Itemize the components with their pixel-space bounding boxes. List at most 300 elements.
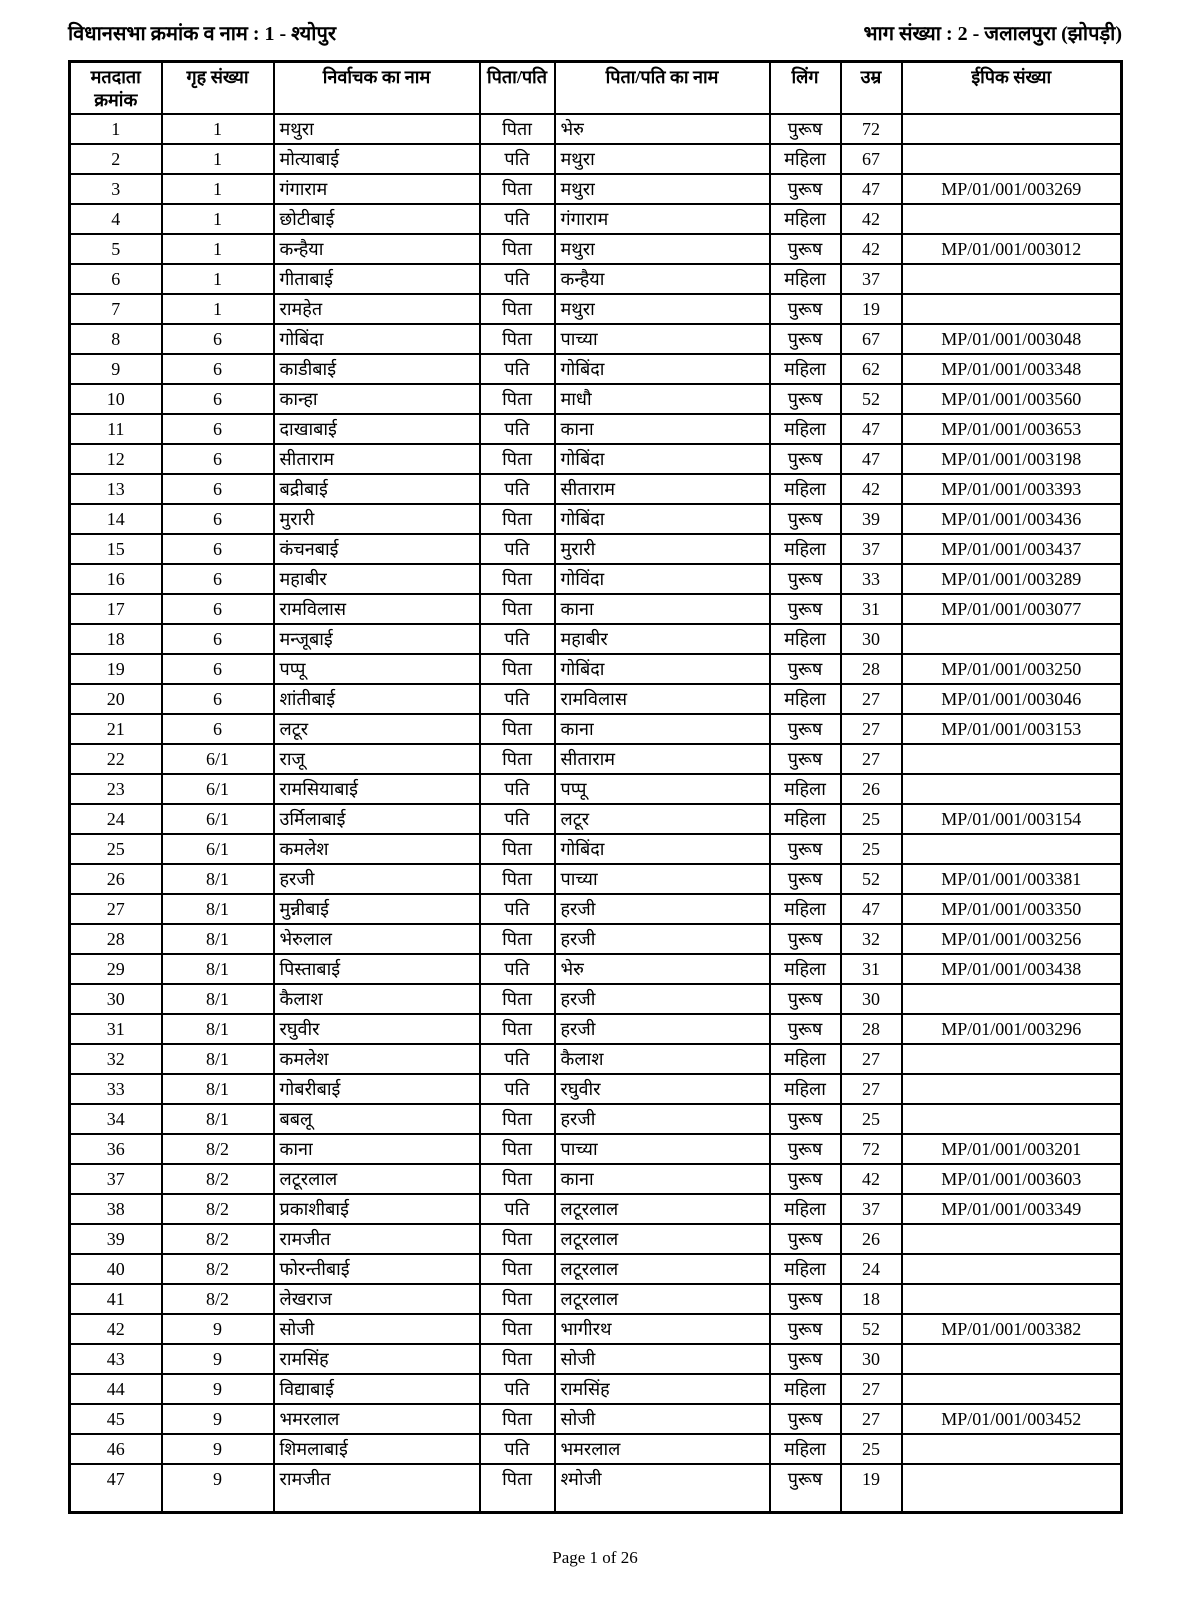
table-row [70,414,1122,444]
cell-house-number: 6 [162,444,274,474]
cell-age: 18 [841,1284,902,1314]
cell-serial-number: 9 [70,354,162,384]
cell-serial-number: 13 [70,474,162,504]
cell-age: 25 [841,834,902,864]
cell-elector-name: काडीबाई [274,354,480,384]
cell-epic-number: MP/01/001/003438 [902,954,1122,984]
cell-epic-number: MP/01/001/003198 [902,444,1122,474]
cell-relative-name: कैलाश [555,1044,770,1074]
cell-serial-number: 3 [70,174,162,204]
cell-relative-name: हरजी [555,1014,770,1044]
cell-age: 67 [841,324,902,354]
cell-age: 52 [841,864,902,894]
cell-elector-name: रामसिंह [274,1344,480,1374]
table-row [70,384,1122,414]
cell-epic-number [902,1464,1122,1513]
cell-gender: महिला [770,144,841,174]
col-header-elector-name: निर्वाचक का नाम [274,62,480,114]
cell-epic-number: MP/01/001/003269 [902,174,1122,204]
cell-gender: महिला [770,1194,841,1224]
cell-house-number: 8/2 [162,1284,274,1314]
cell-relative-name: मथुरा [555,144,770,174]
cell-age: 47 [841,444,902,474]
cell-gender: पुरूष [770,1164,841,1194]
cell-age: 28 [841,1014,902,1044]
cell-house-number: 8/2 [162,1254,274,1284]
cell-age: 72 [841,114,902,144]
cell-serial-number: 12 [70,444,162,474]
cell-epic-number: MP/01/001/003348 [902,354,1122,384]
cell-elector-name: बद्रीबाई [274,474,480,504]
cell-elector-name: रामसियाबाई [274,774,480,804]
cell-elector-name: कान्हा [274,384,480,414]
cell-house-number: 8/1 [162,894,274,924]
table-row [70,594,1122,624]
cell-age: 27 [841,684,902,714]
cell-relative-name: मथुरा [555,294,770,324]
table-row [70,204,1122,234]
cell-serial-number: 42 [70,1314,162,1344]
cell-house-number: 1 [162,174,274,204]
cell-epic-number [902,624,1122,654]
cell-relative-name: भागीरथ [555,1314,770,1344]
cell-elector-name: रामविलास [274,594,480,624]
table-row [70,624,1122,654]
cell-relative-name: लटूर [555,804,770,834]
cell-relation-type: पिता [480,594,555,624]
cell-elector-name: शिमलाबाई [274,1434,480,1464]
cell-elector-name: रामजीत [274,1224,480,1254]
cell-serial-number: 40 [70,1254,162,1284]
cell-age: 31 [841,954,902,984]
table-row [70,1014,1122,1044]
cell-relation-type: पति [480,204,555,234]
cell-relation-type: पिता [480,114,555,144]
table-row [70,1134,1122,1164]
table-row [70,1074,1122,1104]
cell-gender: महिला [770,1374,841,1404]
table-row [70,114,1122,144]
cell-relation-type: पिता [480,654,555,684]
cell-relative-name: गोविंदा [555,564,770,594]
cell-relation-type: पिता [480,1404,555,1434]
table-row [70,1254,1122,1284]
cell-elector-name: विद्याबाई [274,1374,480,1404]
cell-gender: पुरूष [770,324,841,354]
cell-serial-number: 23 [70,774,162,804]
cell-epic-number: MP/01/001/003201 [902,1134,1122,1164]
cell-epic-number: MP/01/001/003048 [902,324,1122,354]
col-header-gender: लिंग [770,62,841,114]
table-row [70,744,1122,774]
cell-gender: पुरूष [770,654,841,684]
cell-relative-name: हरजी [555,894,770,924]
cell-gender: महिला [770,354,841,384]
table-row [70,294,1122,324]
cell-relation-type: पिता [480,984,555,1014]
cell-relation-type: पिता [480,864,555,894]
cell-relation-type: पिता [480,564,555,594]
cell-serial-number: 44 [70,1374,162,1404]
cell-relation-type: पिता [480,294,555,324]
cell-relation-type: पिता [480,1104,555,1134]
cell-relation-type: पति [480,1044,555,1074]
cell-house-number: 8/2 [162,1134,274,1164]
cell-serial-number: 6 [70,264,162,294]
cell-epic-number: MP/01/001/003603 [902,1164,1122,1194]
cell-serial-number: 46 [70,1434,162,1464]
cell-gender: पुरूष [770,1464,841,1513]
cell-house-number: 8/1 [162,1044,274,1074]
cell-relative-name: काना [555,1164,770,1194]
cell-relation-type: पति [480,804,555,834]
cell-relative-name: मुरारी [555,534,770,564]
col-header-relation-type: पिता/पति [480,62,555,114]
cell-house-number: 6/1 [162,744,274,774]
table-row [70,1374,1122,1404]
cell-epic-number: MP/01/001/003381 [902,864,1122,894]
cell-serial-number: 5 [70,234,162,264]
cell-epic-number: MP/01/001/003349 [902,1194,1122,1224]
table-row [70,924,1122,954]
cell-gender: महिला [770,1434,841,1464]
cell-age: 30 [841,1344,902,1374]
cell-gender: पुरूष [770,1344,841,1374]
cell-gender: महिला [770,534,841,564]
cell-relative-name: भेरु [555,114,770,144]
cell-serial-number: 2 [70,144,162,174]
table-row [70,1434,1122,1464]
cell-age: 27 [841,1374,902,1404]
cell-gender: पुरूष [770,1104,841,1134]
cell-serial-number: 36 [70,1134,162,1164]
cell-elector-name: कैलाश [274,984,480,1014]
cell-epic-number [902,114,1122,144]
cell-age: 27 [841,714,902,744]
cell-epic-number: MP/01/001/003154 [902,804,1122,834]
cell-epic-number: MP/01/001/003436 [902,504,1122,534]
cell-epic-number [902,1074,1122,1104]
col-header-epic-number: ईपिक संख्या [902,62,1122,114]
cell-house-number: 6 [162,534,274,564]
cell-epic-number [902,1254,1122,1284]
cell-serial-number: 15 [70,534,162,564]
cell-house-number: 9 [162,1314,274,1344]
cell-elector-name: मुरारी [274,504,480,534]
cell-elector-name: दाखाबाई [274,414,480,444]
cell-age: 32 [841,924,902,954]
cell-serial-number: 16 [70,564,162,594]
cell-epic-number [902,834,1122,864]
cell-epic-number [902,1104,1122,1134]
cell-relative-name: भमरलाल [555,1434,770,1464]
cell-house-number: 6/1 [162,804,274,834]
cell-elector-name: मुन्नीबाई [274,894,480,924]
cell-elector-name: मोत्याबाई [274,144,480,174]
cell-house-number: 1 [162,234,274,264]
cell-house-number: 8/2 [162,1194,274,1224]
cell-relation-type: पिता [480,504,555,534]
cell-relative-name: पाच्या [555,1134,770,1164]
cell-elector-name: छोटीबाई [274,204,480,234]
cell-house-number: 6 [162,474,274,504]
cell-house-number: 6/1 [162,774,274,804]
cell-gender: महिला [770,474,841,504]
cell-age: 27 [841,1404,902,1434]
cell-age: 37 [841,1194,902,1224]
cell-relation-type: पिता [480,1164,555,1194]
cell-serial-number: 45 [70,1404,162,1434]
cell-serial-number: 43 [70,1344,162,1374]
cell-epic-number: MP/01/001/003256 [902,924,1122,954]
cell-relative-name: सीताराम [555,744,770,774]
table-row [70,504,1122,534]
table-row [70,354,1122,384]
cell-age: 62 [841,354,902,384]
cell-relation-type: पति [480,474,555,504]
cell-serial-number: 30 [70,984,162,1014]
cell-gender: महिला [770,264,841,294]
cell-house-number: 8/1 [162,1014,274,1044]
cell-serial-number: 22 [70,744,162,774]
table-row [70,654,1122,684]
cell-age: 42 [841,474,902,504]
cell-gender: पुरूष [770,444,841,474]
cell-relation-type: पति [480,354,555,384]
table-row [70,534,1122,564]
electoral-roll-table [68,60,1123,1514]
cell-gender: पुरूष [770,924,841,954]
cell-gender: पुरूष [770,564,841,594]
cell-epic-number [902,1044,1122,1074]
cell-gender: पुरूष [770,1224,841,1254]
cell-epic-number [902,204,1122,234]
cell-elector-name: लटूर [274,714,480,744]
cell-relative-name: हरजी [555,984,770,1014]
cell-elector-name: राजू [274,744,480,774]
table-row [70,714,1122,744]
cell-serial-number: 39 [70,1224,162,1254]
cell-house-number: 9 [162,1464,274,1513]
cell-gender: पुरूष [770,1134,841,1164]
cell-gender: महिला [770,414,841,444]
table-row [70,474,1122,504]
cell-age: 19 [841,1464,902,1513]
table-row [70,1404,1122,1434]
cell-house-number: 8/1 [162,984,274,1014]
cell-serial-number: 37 [70,1164,162,1194]
cell-relative-name: रघुवीर [555,1074,770,1104]
cell-epic-number: MP/01/001/003046 [902,684,1122,714]
cell-relative-name: पाच्या [555,324,770,354]
cell-serial-number: 21 [70,714,162,744]
cell-elector-name: भमरलाल [274,1404,480,1434]
cell-gender: पुरूष [770,1284,841,1314]
cell-age: 27 [841,1074,902,1104]
cell-elector-name: बबलू [274,1104,480,1134]
col-header-age: उम्र [841,62,902,114]
cell-serial-number: 19 [70,654,162,684]
cell-epic-number [902,1434,1122,1464]
cell-gender: महिला [770,894,841,924]
table-row [70,774,1122,804]
cell-elector-name: रघुवीर [274,1014,480,1044]
cell-relation-type: पति [480,774,555,804]
cell-gender: महिला [770,624,841,654]
table-row [70,1284,1122,1314]
cell-relation-type: पिता [480,384,555,414]
cell-age: 25 [841,804,902,834]
cell-epic-number: MP/01/001/003153 [902,714,1122,744]
cell-serial-number: 33 [70,1074,162,1104]
cell-relative-name: भेरु [555,954,770,984]
cell-house-number: 1 [162,144,274,174]
table-row [70,804,1122,834]
cell-gender: पुरूष [770,1314,841,1344]
cell-house-number: 9 [162,1374,274,1404]
cell-house-number: 8/1 [162,864,274,894]
cell-house-number: 8/1 [162,1104,274,1134]
cell-gender: महिला [770,1044,841,1074]
cell-serial-number: 26 [70,864,162,894]
cell-epic-number: MP/01/001/003012 [902,234,1122,264]
table-row [70,444,1122,474]
cell-elector-name: मन्जूबाई [274,624,480,654]
cell-age: 26 [841,1224,902,1254]
cell-elector-name: गीताबाई [274,264,480,294]
cell-elector-name: पिस्ताबाई [274,954,480,984]
cell-serial-number: 20 [70,684,162,714]
cell-serial-number: 27 [70,894,162,924]
cell-epic-number [902,1224,1122,1254]
cell-gender: पुरूष [770,234,841,264]
cell-relative-name: काना [555,414,770,444]
col-header-serial-line1: मतदाता [90,67,141,87]
cell-relation-type: पिता [480,174,555,204]
cell-house-number: 1 [162,204,274,234]
cell-relative-name: गोबिंदा [555,354,770,384]
page-number: Page 1 of 26 [552,1548,638,1567]
table-row [70,1194,1122,1224]
cell-gender: पुरूष [770,114,841,144]
cell-relative-name: गोबिंदा [555,504,770,534]
cell-elector-name: भेरुलाल [274,924,480,954]
cell-epic-number: MP/01/001/003350 [902,894,1122,924]
cell-age: 72 [841,1134,902,1164]
cell-relative-name: महाबीर [555,624,770,654]
cell-house-number: 6 [162,654,274,684]
cell-relative-name: काना [555,714,770,744]
cell-relative-name: सोजी [555,1344,770,1374]
cell-gender: पुरूष [770,1404,841,1434]
cell-age: 37 [841,264,902,294]
cell-relation-type: पति [480,534,555,564]
cell-age: 47 [841,414,902,444]
cell-elector-name: प्रकाशीबाई [274,1194,480,1224]
table-row [70,564,1122,594]
cell-relation-type: पिता [480,834,555,864]
cell-elector-name: उर्मिलाबाई [274,804,480,834]
cell-gender: पुरूष [770,294,841,324]
cell-epic-number: MP/01/001/003250 [902,654,1122,684]
cell-house-number: 6 [162,414,274,444]
cell-age: 42 [841,1164,902,1194]
cell-gender: पुरूष [770,1014,841,1044]
cell-serial-number: 34 [70,1104,162,1134]
cell-gender: पुरूष [770,984,841,1014]
cell-epic-number [902,744,1122,774]
cell-house-number: 1 [162,294,274,324]
cell-elector-name: महाबीर [274,564,480,594]
cell-serial-number: 31 [70,1014,162,1044]
cell-epic-number: MP/01/001/003653 [902,414,1122,444]
cell-age: 19 [841,294,902,324]
table-row [70,1314,1122,1344]
cell-serial-number: 4 [70,204,162,234]
table-row [70,174,1122,204]
cell-house-number: 6/1 [162,834,274,864]
cell-serial-number: 47 [70,1464,162,1513]
cell-elector-name: लटूरलाल [274,1164,480,1194]
cell-elector-name: कंचनबाई [274,534,480,564]
cell-house-number: 9 [162,1344,274,1374]
cell-serial-number: 7 [70,294,162,324]
cell-relative-name: सीताराम [555,474,770,504]
cell-epic-number: MP/01/001/003452 [902,1404,1122,1434]
cell-relative-name: गोबिंदा [555,834,770,864]
cell-gender: महिला [770,954,841,984]
cell-relation-type: पति [480,144,555,174]
cell-relation-type: पिता [480,1284,555,1314]
cell-house-number: 8/1 [162,954,274,984]
cell-relation-type: पति [480,1194,555,1224]
cell-serial-number: 24 [70,804,162,834]
cell-epic-number [902,1374,1122,1404]
cell-gender: महिला [770,774,841,804]
cell-house-number: 6 [162,684,274,714]
cell-age: 52 [841,384,902,414]
cell-elector-name: कन्हैया [274,234,480,264]
cell-age: 27 [841,744,902,774]
cell-relative-name: मथुरा [555,234,770,264]
cell-elector-name: कमलेश [274,1044,480,1074]
table-row [70,984,1122,1014]
cell-relation-type: पति [480,894,555,924]
cell-relative-name: पाच्या [555,864,770,894]
cell-gender: महिला [770,1254,841,1284]
cell-elector-name: फोरन्तीबाई [274,1254,480,1284]
table-row [70,864,1122,894]
cell-gender: पुरूष [770,504,841,534]
cell-age: 31 [841,594,902,624]
table-row [70,1344,1122,1374]
cell-relative-name: श्मोजी [555,1464,770,1513]
cell-age: 39 [841,504,902,534]
cell-serial-number: 17 [70,594,162,624]
cell-relative-name: लटूरलाल [555,1224,770,1254]
cell-relative-name: हरजी [555,924,770,954]
cell-relation-type: पति [480,954,555,984]
cell-relation-type: पिता [480,1464,555,1513]
cell-relative-name: गोबिंदा [555,654,770,684]
cell-relative-name: पप्पू [555,774,770,804]
cell-house-number: 6 [162,384,274,414]
cell-age: 25 [841,1434,902,1464]
cell-epic-number: MP/01/001/003560 [902,384,1122,414]
cell-relative-name: लटूरलाल [555,1194,770,1224]
cell-epic-number: MP/01/001/003289 [902,564,1122,594]
cell-age: 42 [841,204,902,234]
